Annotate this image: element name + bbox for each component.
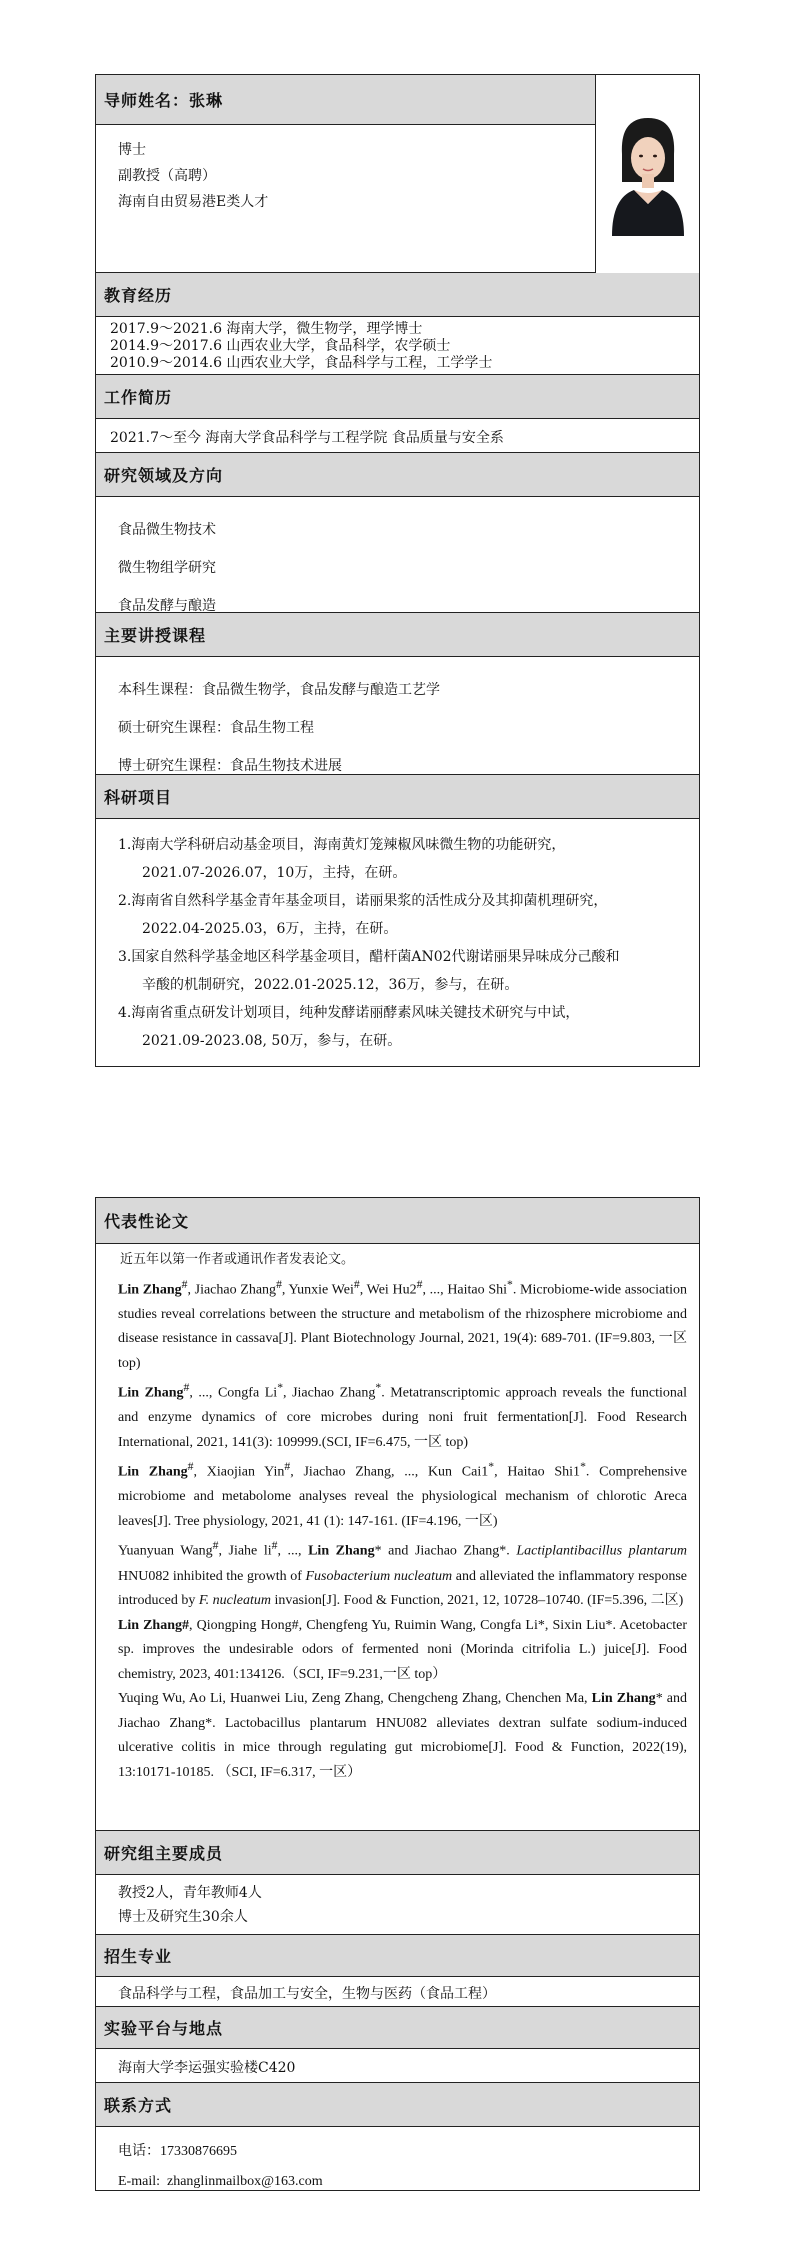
email-row (118, 2167, 699, 2197)
portrait-icon (608, 112, 688, 236)
course-item: 硕士研究生课程：食品生物工程 (118, 720, 314, 736)
degree-text: 博士 (118, 142, 146, 158)
portrait-photo (595, 75, 699, 273)
name-label: 导师姓名：张琳 (96, 75, 596, 125)
papers-list (96, 1244, 699, 1831)
projects-header: 科研项目 (96, 775, 699, 819)
lab-list (96, 2049, 699, 2083)
lab-header: 实验平台与地点 (96, 2007, 699, 2049)
group-item: 教授2人，青年教师4人 (118, 1885, 262, 1901)
papers-intro: 近五年以第一作者或通讯作者发表论文。 (120, 1252, 355, 1267)
course-item: 博士研究生课程：食品生物技术进展 (118, 758, 342, 774)
profile-section (96, 75, 699, 273)
resume-table-2 (95, 1197, 700, 2191)
paper-item: Yuqing Wu, Ao Li, Huanwei Liu, Zeng Zhang, Chengcheng Zhang, Chenchen Ma, Lin Zhang* and Jiachao Zhang*. Lactobacillus plantarum HNU082 alleviates dextran sulfate sodium-induced ulcerative colitis in mice through regulating gut microbiome[J]. Food & Function, 2022(19), 13:10171-10185. （SCI, IF=6.317, 一区） (118, 1691, 687, 1780)
phone-text: 电话：17330876695 (118, 2144, 237, 2159)
email-link[interactable]: zhanglinmailbox@163.com (167, 2174, 323, 2189)
group-list (96, 1875, 699, 1935)
courses-header: 主要讲授课程 (96, 613, 699, 657)
majors-header: 招生专业 (96, 1935, 699, 1977)
project-item: 4.海南省重点研发计划项目，纯种发酵诺丽酵素风味关键技术研究与中试， 2021.09-2023.08, 50万，参与，在研。 (118, 1005, 580, 1049)
papers-header: 代表性论文 (96, 1198, 699, 1244)
paper-item: Yuanyuan Wang#, Jiahe li#, ..., Lin Zhang* and Jiachao Zhang*. Lactiplantibacillus plantarum HNU082 inhibited the growth of Fusobacterium nucleatum and alleviated the inflammatory response introduced by F. nucleatum invasion[J]. Food & Function, 2021, 12, 10728–10740. (IF=5.396, 二区) (118, 1539, 688, 1609)
paper-item: Lin Zhang#, Qiongping Hong#, Chengfeng Yu, Ruimin Wang, Congfa Li*, Sixin Liu*. Acetobacter sp. improves the undesirable odors of fermented noni (Morinda citrifolia L.) juice[J]. Food chemistry, 2023, 401:134126.（SCI, IF=9.231,一区 top） (118, 1617, 687, 1682)
research-list (96, 497, 699, 613)
research-item: 食品发酵与酿造 (118, 598, 216, 614)
project-item: 2.海南省自然科学基金青年基金项目，诺丽果浆的活性成分及其抑菌机理研究， 2022.04-2025.03，6万，主持，在研。 (118, 893, 608, 937)
paper-item: Lin Zhang#, ..., Congfa Li*, Jiachao Zhang*. Metatranscriptomic approach reveals the functional and enzyme dynamics of core microbes during noni fruit fermentation[J]. Food Research International, 2021, 141(3): 109999.(SCI, IF=6.475, 一区 top) (118, 1381, 688, 1450)
group-item: 博士及研究生30余人 (118, 1909, 248, 1925)
paper-item: Lin Zhang#, Xiaojian Yin#, Jiachao Zhang, ..., Kun Cai1*, Haitao Shi1*. Comprehensive microbiome and metabolome analyses reveal the physiological mechanism of chlorotic Areca leaves[J]. Tree physiology, 2021, 41 (1): 147-161. (IF=4.196, 一区) (118, 1460, 688, 1529)
course-item: 本科生课程：食品微生物学，食品发酵与酿造工艺学 (118, 682, 440, 698)
research-item: 微生物组学研究 (118, 560, 216, 576)
education-list (96, 317, 699, 375)
paper-item: Lin Zhang#, Jiachao Zhang#, Yunxie Wei#, Wei Hu2#, ..., Haitao Shi*. Microbiome-wide association studies reveal correlations between the structure and metabolism of the rhizosphere microbiome and disease resistance in cassava[J]. Plant Biotechnology Journal, 2021, 19(4): 689-701. (IF=9.803, 一区 top) (118, 1277, 688, 1371)
resume-table-1 (95, 74, 700, 1067)
work-list (96, 419, 699, 453)
group-header: 研究组主要成员 (96, 1831, 699, 1875)
position-text: 副教授（高聘） (118, 168, 216, 184)
projects-list (96, 819, 699, 1066)
work-item: 2021.7～至今 海南大学食品科学与工程学院 食品质量与安全系 (110, 430, 504, 446)
project-item: 3.国家自然科学基金地区科学基金项目，醋杆菌AN02代谢诺丽果异味成分己酸和 辛酸的机制研究，2022.01-2025.12，36万，参与，在研。 (118, 949, 620, 993)
majors-list (96, 1977, 699, 2007)
talent-text: 海南自由贸易港E类人才 (118, 194, 269, 210)
work-header: 工作简历 (96, 375, 699, 419)
education-header: 教育经历 (96, 273, 699, 317)
research-header: 研究领域及方向 (96, 453, 699, 497)
education-item: 2014.9～2017.6 山西农业大学，食品科学，农学硕士 (110, 338, 451, 354)
major-item: 食品科学与工程，食品加工与安全，生物与医药（食品工程） (118, 1986, 496, 2002)
courses-list (96, 657, 699, 775)
email-label: E-mail: (118, 2174, 160, 2189)
research-item: 食品微生物技术 (118, 522, 216, 538)
project-item: 1.海南大学科研启动基金项目，海南黄灯笼辣椒风味微生物的功能研究， 2021.07-2026.07，10万，主持，在研。 (118, 837, 566, 881)
contact-header: 联系方式 (96, 2083, 699, 2127)
lab-item: 海南大学李运强实验楼C420 (118, 2060, 296, 2076)
contact-list (96, 2127, 699, 2191)
education-item: 2017.9～2021.6 海南大学，微生物学，理学博士 (110, 321, 423, 337)
education-item: 2010.9～2014.6 山西农业大学，食品科学与工程，工学学士 (110, 355, 493, 371)
